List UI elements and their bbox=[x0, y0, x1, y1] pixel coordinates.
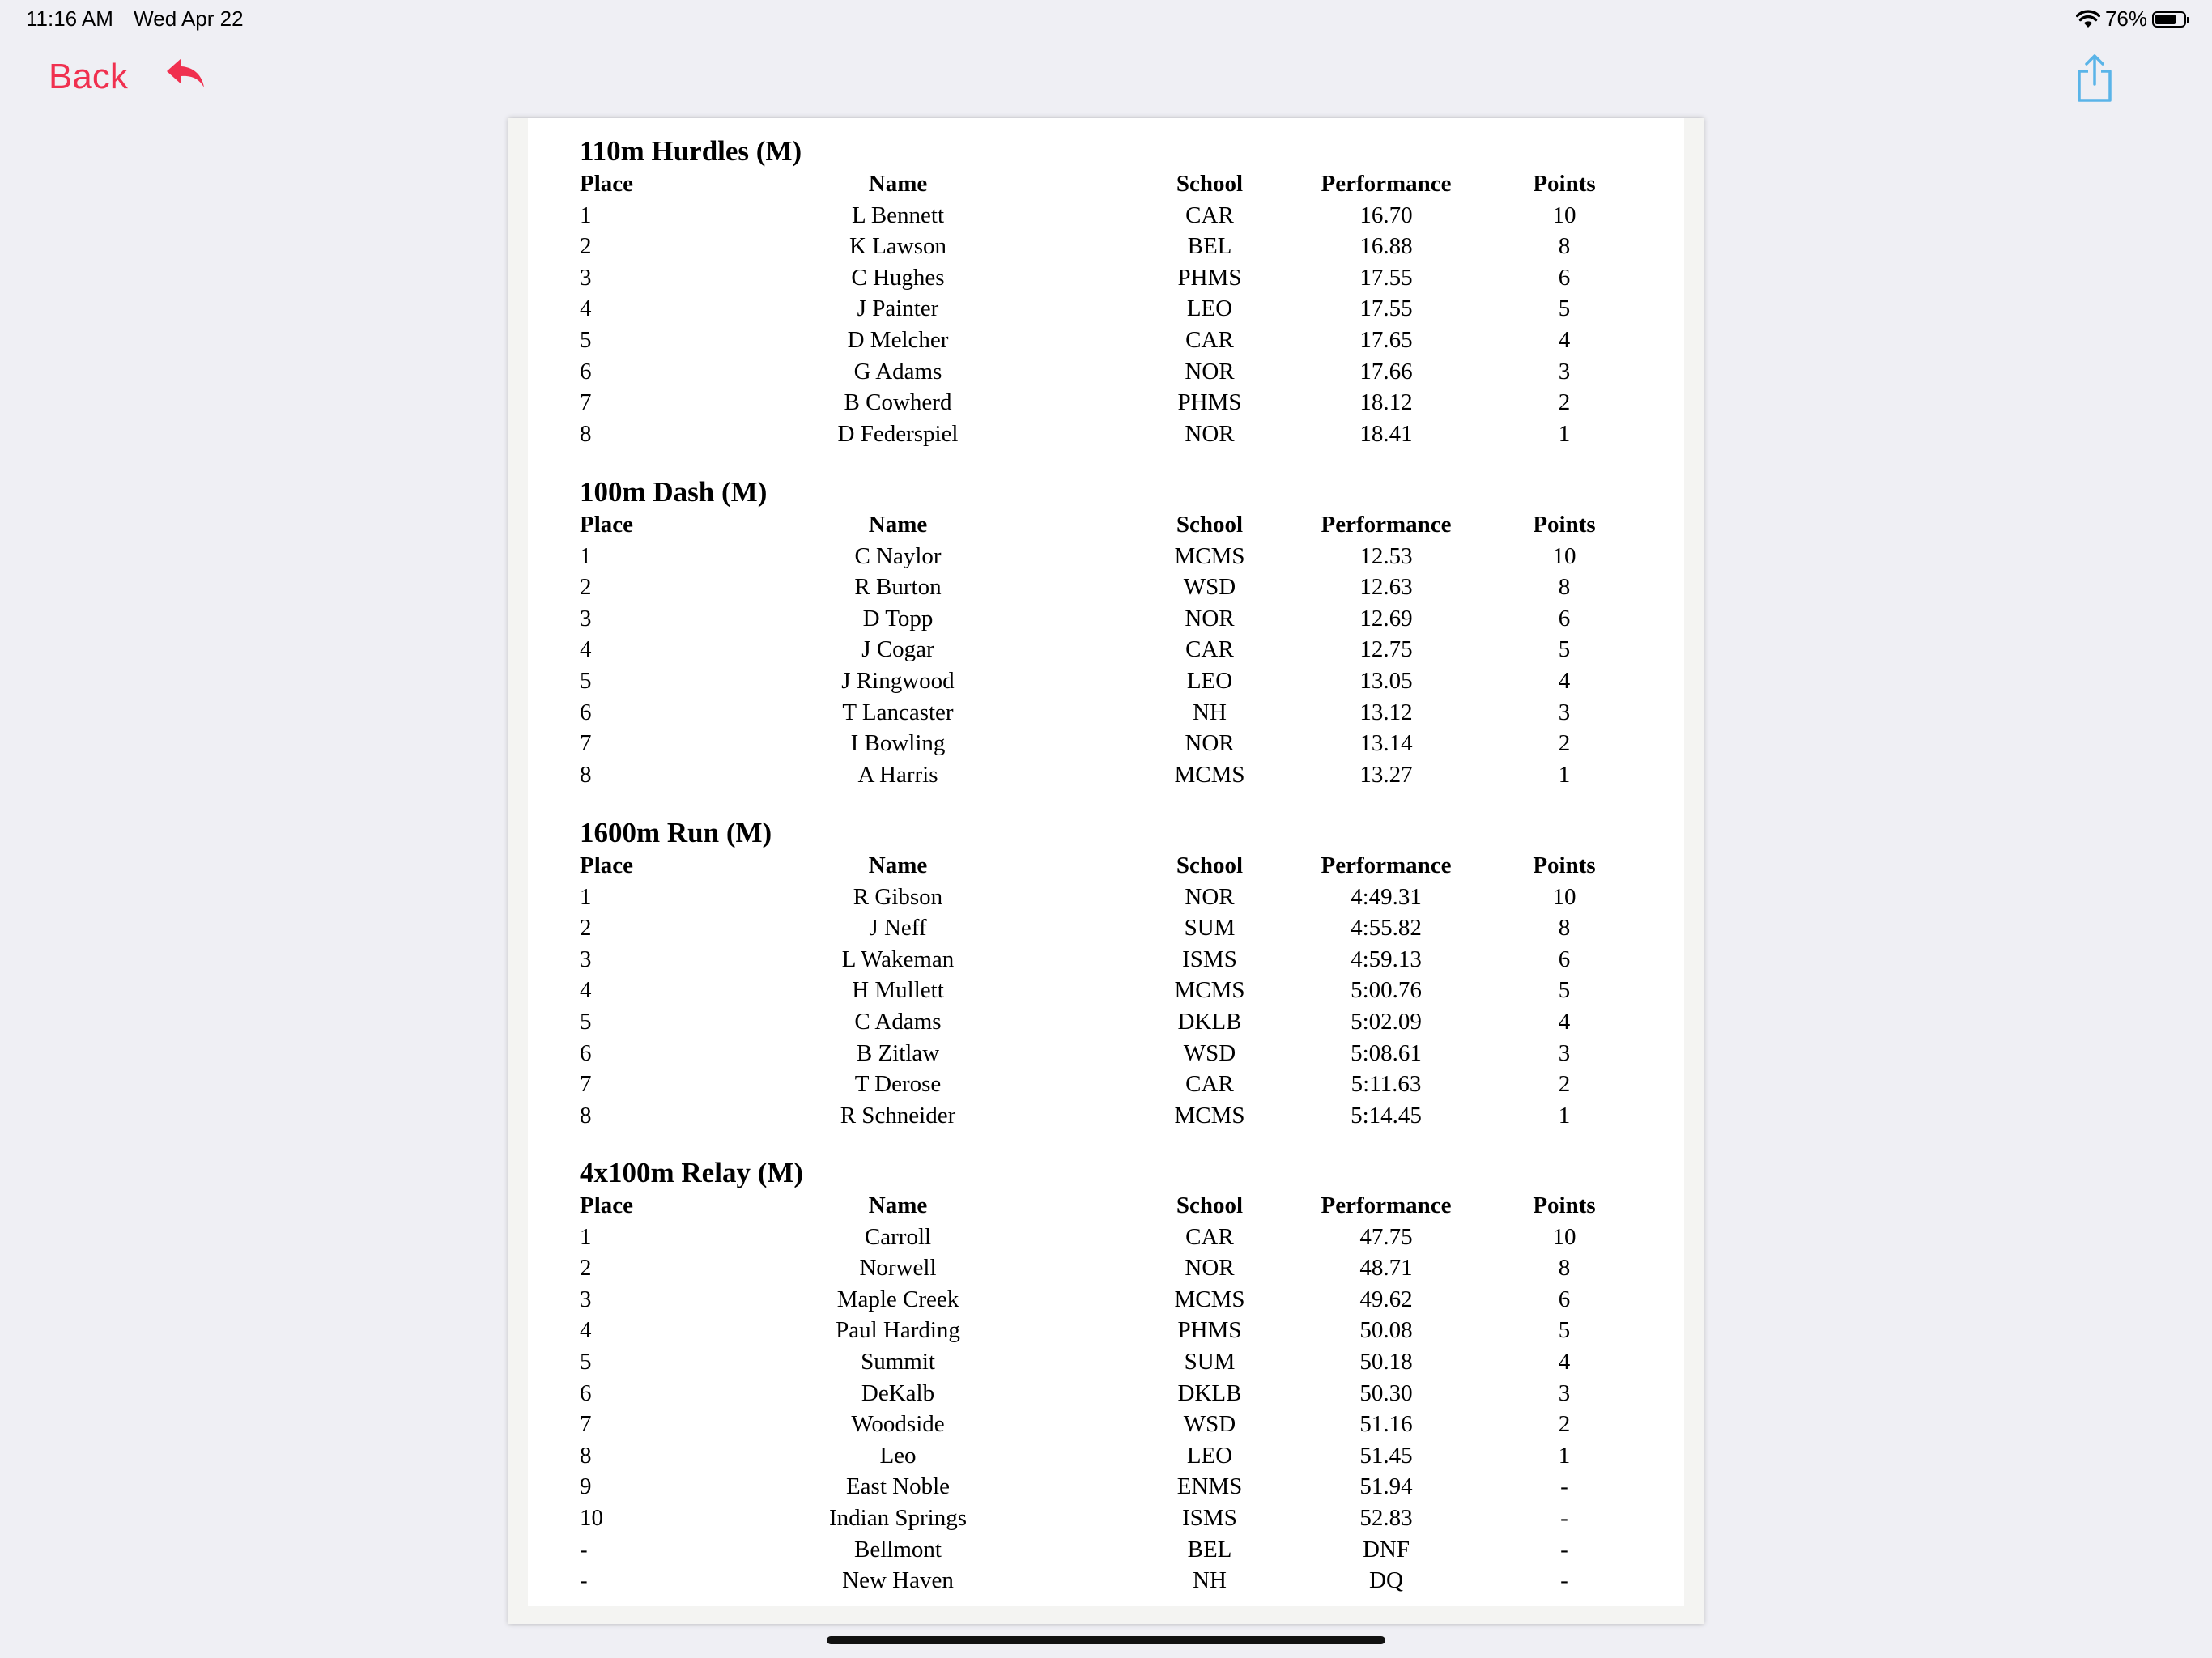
place-cell: 10 bbox=[580, 1504, 603, 1531]
event-title: 1600m Run (M) bbox=[580, 817, 772, 848]
performance-cell: 16.70 bbox=[1359, 202, 1413, 228]
table-row bbox=[580, 1471, 1632, 1503]
place-cell: 9 bbox=[580, 1473, 592, 1500]
points-cell: - bbox=[1560, 1536, 1568, 1562]
performance-cell: 12.53 bbox=[1359, 542, 1413, 569]
performance-cell: 48.71 bbox=[1359, 1255, 1413, 1282]
table-row bbox=[580, 1006, 1632, 1038]
table-row bbox=[580, 1315, 1632, 1346]
nav-bar bbox=[0, 49, 2212, 113]
performance-cell: 4:59.13 bbox=[1351, 946, 1422, 972]
place-cell: 4 bbox=[580, 636, 592, 663]
school-cell: NOR bbox=[1185, 420, 1235, 447]
name-cell: Bellmont bbox=[854, 1536, 942, 1562]
school-cell: ISMS bbox=[1182, 1504, 1237, 1531]
table-row bbox=[580, 1565, 1632, 1596]
name-cell: C Naylor bbox=[854, 542, 942, 569]
place-cell: 8 bbox=[580, 420, 592, 447]
points-cell: 2 bbox=[1558, 1071, 1571, 1098]
performance-cell: 5:08.61 bbox=[1351, 1039, 1422, 1066]
table-row bbox=[580, 325, 1632, 356]
performance-cell: DNF bbox=[1362, 1536, 1410, 1562]
points-cell: 1 bbox=[1558, 761, 1571, 788]
performance-cell: 4:49.31 bbox=[1351, 883, 1422, 910]
column-header-points: Points bbox=[1533, 852, 1596, 878]
place-cell: 6 bbox=[580, 358, 592, 385]
column-header-performance: Performance bbox=[1321, 1192, 1452, 1218]
place-cell: 6 bbox=[580, 1380, 592, 1406]
place-cell: 7 bbox=[580, 730, 592, 757]
school-cell: NOR bbox=[1185, 605, 1235, 631]
table-row bbox=[580, 882, 1632, 913]
performance-cell: 13.27 bbox=[1359, 761, 1413, 788]
school-cell: SUM bbox=[1184, 915, 1236, 942]
school-cell: MCMS bbox=[1174, 977, 1245, 1004]
name-cell: J Neff bbox=[869, 915, 927, 942]
column-header-points: Points bbox=[1533, 1192, 1596, 1218]
column-header-points: Points bbox=[1533, 512, 1596, 538]
place-cell: 1 bbox=[580, 883, 592, 910]
table-row bbox=[580, 1378, 1632, 1409]
performance-cell: 49.62 bbox=[1359, 1286, 1413, 1312]
place-cell: 1 bbox=[580, 202, 592, 228]
table-row bbox=[580, 231, 1632, 262]
performance-cell: 51.94 bbox=[1359, 1473, 1413, 1500]
school-cell: CAR bbox=[1185, 636, 1234, 663]
name-cell: R Burton bbox=[854, 574, 942, 601]
points-cell: 10 bbox=[1552, 1223, 1576, 1250]
status-bar bbox=[0, 0, 2212, 39]
place-cell: 5 bbox=[580, 326, 592, 353]
column-header-points: Points bbox=[1533, 171, 1596, 197]
school-cell: SUM bbox=[1184, 1348, 1236, 1375]
home-indicator[interactable] bbox=[827, 1636, 1385, 1644]
place-cell: 5 bbox=[580, 667, 592, 694]
name-cell: L Bennett bbox=[851, 202, 945, 228]
name-cell: T Derose bbox=[854, 1071, 942, 1098]
place-cell: 2 bbox=[580, 233, 592, 260]
name-cell: I Bowling bbox=[850, 730, 946, 757]
place-cell: 8 bbox=[580, 761, 592, 788]
school-cell: PHMS bbox=[1177, 1317, 1242, 1344]
school-cell: NOR bbox=[1185, 730, 1235, 757]
column-header-name: Name bbox=[868, 852, 928, 878]
place-cell: 2 bbox=[580, 574, 592, 601]
name-cell: Carroll bbox=[864, 1223, 932, 1250]
name-cell: J Ringwood bbox=[841, 667, 955, 694]
points-cell: 2 bbox=[1558, 389, 1571, 416]
event-section bbox=[580, 816, 1632, 1131]
column-header-place: Place bbox=[580, 1192, 634, 1218]
column-header-school: School bbox=[1176, 171, 1244, 197]
battery-percent: 76% bbox=[2104, 6, 2147, 31]
school-cell: PHMS bbox=[1177, 264, 1242, 291]
performance-cell: 13.14 bbox=[1359, 730, 1413, 757]
school-cell: BEL bbox=[1187, 1536, 1232, 1562]
table-row bbox=[580, 1069, 1632, 1100]
points-cell: 5 bbox=[1558, 1317, 1571, 1344]
status-time: 11:16 AM bbox=[26, 6, 113, 31]
table-row bbox=[580, 1284, 1632, 1316]
place-cell: 1 bbox=[580, 542, 592, 569]
school-cell: MCMS bbox=[1174, 542, 1245, 569]
performance-cell: 51.45 bbox=[1359, 1442, 1413, 1469]
points-cell: 6 bbox=[1558, 1286, 1571, 1312]
name-cell: East Noble bbox=[845, 1473, 951, 1500]
table-row bbox=[580, 1440, 1632, 1472]
place-cell: 2 bbox=[580, 915, 592, 942]
points-cell: 4 bbox=[1558, 326, 1571, 353]
school-cell: DKLB bbox=[1177, 1380, 1242, 1406]
points-cell: 1 bbox=[1558, 1102, 1571, 1129]
points-cell: - bbox=[1560, 1473, 1568, 1500]
column-header-place: Place bbox=[580, 171, 634, 197]
points-cell: 10 bbox=[1552, 883, 1576, 910]
column-header-school: School bbox=[1176, 512, 1244, 538]
table-header bbox=[580, 509, 1632, 541]
document-page[interactable] bbox=[528, 118, 1684, 1606]
column-header-name: Name bbox=[868, 512, 928, 538]
table-row bbox=[580, 1038, 1632, 1069]
performance-cell: 50.18 bbox=[1359, 1348, 1413, 1375]
event-title: 100m Dash (M) bbox=[580, 476, 768, 508]
performance-cell: 5:00.76 bbox=[1351, 977, 1422, 1004]
column-header-name: Name bbox=[868, 171, 928, 197]
place-cell: 1 bbox=[580, 1223, 592, 1250]
place-cell: 2 bbox=[580, 1255, 592, 1282]
performance-cell: 12.63 bbox=[1359, 574, 1413, 601]
place-cell: 7 bbox=[580, 1071, 592, 1098]
points-cell: 3 bbox=[1558, 1380, 1571, 1406]
performance-cell: 13.05 bbox=[1359, 667, 1413, 694]
name-cell: Maple Creek bbox=[836, 1286, 959, 1312]
points-cell: - bbox=[1560, 1504, 1568, 1531]
table-row bbox=[580, 912, 1632, 944]
name-cell: DeKalb bbox=[861, 1380, 935, 1406]
table-row bbox=[580, 541, 1632, 572]
name-cell: J Cogar bbox=[861, 636, 934, 663]
points-cell: 10 bbox=[1552, 542, 1576, 569]
school-cell: WSD bbox=[1183, 1411, 1236, 1438]
points-cell: 4 bbox=[1558, 1008, 1571, 1035]
points-cell: 5 bbox=[1558, 636, 1571, 663]
school-cell: MCMS bbox=[1174, 1102, 1245, 1129]
column-header-school: School bbox=[1176, 1192, 1244, 1218]
table-row bbox=[580, 665, 1632, 697]
school-cell: NOR bbox=[1185, 358, 1235, 385]
column-header-place: Place bbox=[580, 512, 634, 538]
points-cell: 4 bbox=[1558, 667, 1571, 694]
points-cell: 8 bbox=[1558, 1255, 1571, 1282]
battery-fill bbox=[2155, 15, 2176, 24]
performance-cell: 17.66 bbox=[1359, 358, 1413, 385]
name-cell: R Schneider bbox=[840, 1102, 956, 1129]
place-cell: 6 bbox=[580, 699, 592, 725]
points-cell: 8 bbox=[1558, 915, 1571, 942]
points-cell: - bbox=[1560, 1567, 1568, 1594]
table-row bbox=[580, 262, 1632, 294]
table-row bbox=[580, 1534, 1632, 1566]
table-row bbox=[580, 200, 1632, 232]
wifi-icon bbox=[2076, 10, 2100, 29]
performance-cell: 50.08 bbox=[1359, 1317, 1413, 1344]
school-cell: CAR bbox=[1185, 1071, 1234, 1098]
points-cell: 1 bbox=[1558, 420, 1571, 447]
school-cell: ISMS bbox=[1182, 946, 1237, 972]
event-title: 110m Hurdles (M) bbox=[580, 135, 802, 167]
name-cell: D Federspiel bbox=[837, 420, 959, 447]
points-cell: 5 bbox=[1558, 977, 1571, 1004]
name-cell: Indian Springs bbox=[829, 1504, 967, 1531]
school-cell: DKLB bbox=[1177, 1008, 1242, 1035]
reply-icon[interactable] bbox=[164, 53, 207, 98]
performance-cell: 50.30 bbox=[1359, 1380, 1413, 1406]
performance-cell: 51.16 bbox=[1359, 1411, 1413, 1438]
name-cell: T Lancaster bbox=[842, 699, 954, 725]
table-row bbox=[580, 1503, 1632, 1534]
performance-cell: 12.69 bbox=[1359, 605, 1413, 631]
points-cell: 6 bbox=[1558, 264, 1571, 291]
name-cell: B Zitlaw bbox=[856, 1039, 940, 1066]
column-header-name: Name bbox=[868, 1192, 928, 1218]
school-cell: LEO bbox=[1186, 667, 1233, 694]
column-header-performance: Performance bbox=[1321, 852, 1452, 878]
performance-cell: 16.88 bbox=[1359, 233, 1413, 260]
table-header bbox=[580, 850, 1632, 882]
points-cell: 3 bbox=[1558, 699, 1571, 725]
table-row bbox=[580, 387, 1632, 419]
name-cell: New Haven bbox=[842, 1567, 954, 1594]
table-row bbox=[580, 975, 1632, 1006]
place-cell: 7 bbox=[580, 1411, 592, 1438]
performance-cell: 12.75 bbox=[1359, 636, 1413, 663]
place-cell: 4 bbox=[580, 1317, 592, 1344]
table-row bbox=[580, 634, 1632, 665]
school-cell: NH bbox=[1193, 1567, 1227, 1594]
column-header-place: Place bbox=[580, 852, 634, 878]
table-header bbox=[580, 1190, 1632, 1222]
points-cell: 6 bbox=[1558, 946, 1571, 972]
place-cell: - bbox=[580, 1536, 588, 1562]
school-cell: WSD bbox=[1183, 1039, 1236, 1066]
place-cell: 8 bbox=[580, 1102, 592, 1129]
points-cell: 6 bbox=[1558, 605, 1571, 631]
event-section bbox=[580, 1156, 1632, 1596]
name-cell: J Painter bbox=[857, 295, 939, 322]
performance-cell: 18.41 bbox=[1359, 420, 1413, 447]
name-cell: C Adams bbox=[854, 1008, 942, 1035]
place-cell: 5 bbox=[580, 1348, 592, 1375]
table-row bbox=[580, 1409, 1632, 1440]
performance-cell: 17.55 bbox=[1359, 264, 1413, 291]
column-header-performance: Performance bbox=[1321, 512, 1452, 538]
table-row bbox=[580, 944, 1632, 976]
battery-icon bbox=[2152, 11, 2186, 28]
place-cell: 3 bbox=[580, 264, 592, 291]
performance-cell: DQ bbox=[1369, 1567, 1403, 1594]
name-cell: G Adams bbox=[853, 358, 942, 385]
table-row bbox=[580, 356, 1632, 388]
column-header-school: School bbox=[1176, 852, 1244, 878]
share-icon[interactable] bbox=[2076, 53, 2113, 108]
table-row bbox=[580, 759, 1632, 791]
performance-cell: 5:11.63 bbox=[1351, 1071, 1422, 1098]
table-row bbox=[580, 572, 1632, 603]
place-cell: 6 bbox=[580, 1039, 592, 1066]
school-cell: MCMS bbox=[1174, 761, 1245, 788]
name-cell: Summit bbox=[861, 1348, 935, 1375]
place-cell: 5 bbox=[580, 1008, 592, 1035]
event-title: 4x100m Relay (M) bbox=[580, 1157, 804, 1188]
performance-cell: 18.12 bbox=[1359, 389, 1413, 416]
points-cell: 8 bbox=[1558, 233, 1571, 260]
name-cell: C Hughes bbox=[851, 264, 945, 291]
points-cell: 3 bbox=[1558, 1039, 1571, 1066]
table-row bbox=[580, 603, 1632, 635]
status-date: Wed Apr 22 bbox=[134, 6, 244, 31]
points-cell: 8 bbox=[1558, 574, 1571, 601]
school-cell: LEO bbox=[1186, 295, 1233, 322]
performance-cell: 52.83 bbox=[1359, 1504, 1413, 1531]
status-left bbox=[26, 6, 258, 32]
place-cell: 3 bbox=[580, 605, 592, 631]
school-cell: CAR bbox=[1185, 202, 1234, 228]
place-cell: 4 bbox=[580, 295, 592, 322]
back-button[interactable]: Back bbox=[49, 57, 128, 96]
points-cell: 2 bbox=[1558, 1411, 1571, 1438]
name-cell: K Lawson bbox=[849, 233, 947, 260]
school-cell: BEL bbox=[1187, 233, 1232, 260]
place-cell: 3 bbox=[580, 1286, 592, 1312]
performance-cell: 17.65 bbox=[1359, 326, 1413, 353]
school-cell: NH bbox=[1193, 699, 1227, 725]
school-cell: ENMS bbox=[1176, 1473, 1243, 1500]
points-cell: 4 bbox=[1558, 1348, 1571, 1375]
performance-cell: 5:02.09 bbox=[1351, 1008, 1422, 1035]
school-cell: PHMS bbox=[1177, 389, 1242, 416]
event-section bbox=[580, 134, 1632, 449]
table-row bbox=[580, 419, 1632, 450]
column-header-performance: Performance bbox=[1321, 171, 1452, 197]
name-cell: Paul Harding bbox=[836, 1317, 960, 1344]
school-cell: NOR bbox=[1185, 883, 1235, 910]
school-cell: CAR bbox=[1185, 1223, 1234, 1250]
performance-cell: 13.12 bbox=[1359, 699, 1413, 725]
points-cell: 2 bbox=[1558, 730, 1571, 757]
name-cell: L Wakeman bbox=[841, 946, 955, 972]
place-cell: 3 bbox=[580, 946, 592, 972]
name-cell: Norwell bbox=[859, 1255, 937, 1282]
points-cell: 1 bbox=[1558, 1442, 1571, 1469]
name-cell: D Melcher bbox=[847, 326, 949, 353]
school-cell: CAR bbox=[1185, 326, 1234, 353]
table-row bbox=[580, 1100, 1632, 1132]
table-row bbox=[580, 293, 1632, 325]
name-cell: H Mullett bbox=[852, 977, 944, 1004]
performance-cell: 17.55 bbox=[1359, 295, 1413, 322]
name-cell: B Cowherd bbox=[844, 389, 952, 416]
table-row bbox=[580, 728, 1632, 759]
table-row bbox=[580, 697, 1632, 729]
performance-cell: 47.75 bbox=[1359, 1223, 1413, 1250]
table-header bbox=[580, 168, 1632, 200]
points-cell: 5 bbox=[1558, 295, 1571, 322]
place-cell: 4 bbox=[580, 977, 592, 1004]
school-cell: NOR bbox=[1185, 1255, 1235, 1282]
place-cell: 8 bbox=[580, 1442, 592, 1469]
name-cell: Woodside bbox=[851, 1411, 945, 1438]
place-cell: - bbox=[580, 1567, 588, 1594]
performance-cell: 4:55.82 bbox=[1351, 915, 1422, 942]
table-row bbox=[580, 1252, 1632, 1284]
performance-cell: 5:14.45 bbox=[1351, 1102, 1422, 1129]
table-row bbox=[580, 1222, 1632, 1253]
name-cell: Leo bbox=[879, 1442, 917, 1469]
school-cell: LEO bbox=[1186, 1442, 1233, 1469]
school-cell: MCMS bbox=[1174, 1286, 1245, 1312]
name-cell: A Harris bbox=[857, 761, 938, 788]
table-row bbox=[580, 1346, 1632, 1378]
name-cell: D Topp bbox=[862, 605, 934, 631]
status-right bbox=[2076, 6, 2186, 32]
event-section bbox=[580, 475, 1632, 790]
points-cell: 10 bbox=[1552, 202, 1576, 228]
name-cell: R Gibson bbox=[853, 883, 943, 910]
points-cell: 3 bbox=[1558, 358, 1571, 385]
school-cell: WSD bbox=[1183, 574, 1236, 601]
place-cell: 7 bbox=[580, 389, 592, 416]
